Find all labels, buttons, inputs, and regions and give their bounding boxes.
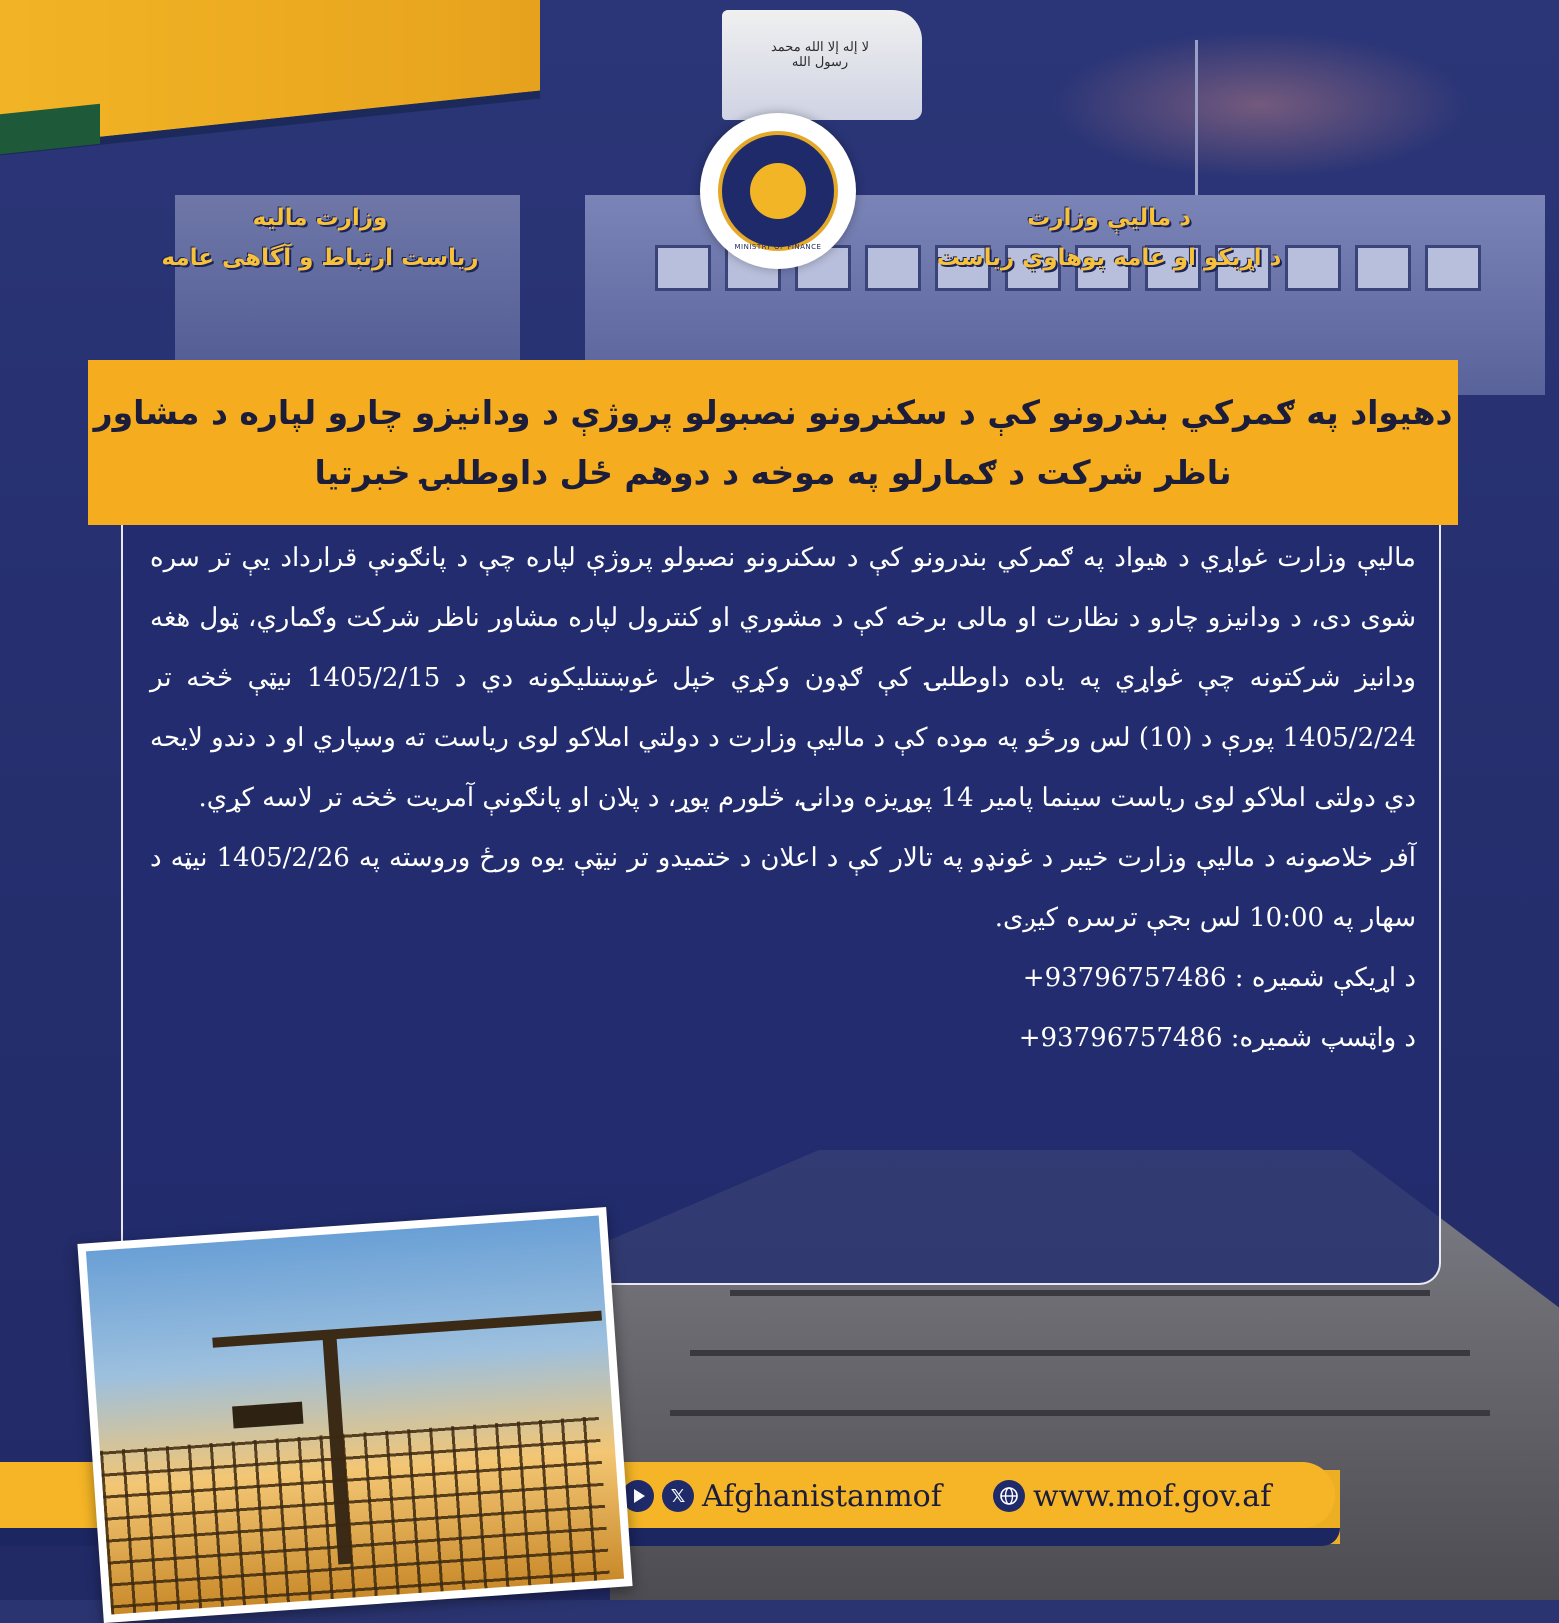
building-stripe [690,1350,1470,1356]
crane-counterweight [232,1402,303,1429]
scaffolding [100,1416,611,1614]
flag-inscription: لا إله إلا الله محمد رسول الله [770,40,870,70]
header-ministry-name-dari: وزارت ماليه [252,205,388,231]
seal-label: MINISTRY OF FINANCE [734,243,822,251]
building-window [1355,245,1411,291]
construction-photo-card [77,1207,632,1623]
building-stripe [730,1290,1430,1296]
phone-line [150,948,1416,1008]
building-window [655,245,711,291]
x-icon[interactable]: 𝕏 [662,1480,694,1512]
body-paragraph-1: ماليې وزارت غواړي د هيواد په ګمرکي بندرونو کې د سکنرونو نصبولو پروژې لپاره چې د پانګونې قرارداد يې تر سره شوی دی، د ودانیزو چارو د نظارت او مالی برخه کې د مشوري او کنترول لپاره مشاور ناظر شرکت وګماري، ټول هغه ودانيز شرکتونه چې غواړي په ياده داوطلبۍ کې ګډون وکړي خپل غوښتنلیکونه دي د 1405/2/15 نیټې څخه تر 1405/2/24 پورې د (10) لس ورځو په موده کې د ماليې وزارت د دولتي املاکو لوی رياست ته وسپاري او د دندو لایحه دي دولتی املاکو لوی ریاست سینما پامیر 14 پوړیزه ودانۍ، څلورم پوړ، د پلان او پانګونې آمریت څخه تر لاسه کړي. [150,543,1416,813]
announcement-body [150,528,1416,1068]
header-ministry-name-pashto: د ماليې وزارت [1027,205,1191,231]
social-handle[interactable]: Afghanistanmof [702,1478,942,1514]
crane-jib [212,1311,602,1348]
body-paragraph-2: آفر خلاصونه د ماليې وزارت خيبر د غونډو په تالار کې د اعلان د ختمیدو تر نیټې يوه ورځ وروسته په 1405/2/26 نیټه د سهار په 10:00 لس بجې ترسره کیږی. [150,843,1416,933]
seal-emblem [750,163,806,219]
title-line-2: ناظر شرکت د ګمارلو په موخه د دوهم ځل داوطلبۍ خبرتیا [314,452,1232,492]
whatsapp-label: د واټسپ شمیره: [1230,1023,1416,1053]
globe-icon [993,1480,1025,1512]
whatsapp-number: +93796757486 [1018,1023,1223,1053]
header-directorate-dari: رياست ارتباط و آگاهی عامه [161,245,479,271]
website-link[interactable]: www.mof.gov.af [1033,1478,1272,1514]
building-window [1425,245,1481,291]
whatsapp-line [150,1008,1416,1068]
announcement-title-bar [88,360,1458,525]
phone-label: د اړيکې شميره : [1234,963,1416,993]
phone-number: +93796757486 [1022,963,1227,993]
construction-photo [86,1216,624,1615]
footer-social[interactable] [622,1476,942,1516]
seal-inner-ring [718,131,838,251]
footer-website[interactable] [993,1476,1271,1516]
header-directorate-pashto: د اړیکو او عامه پوهاوي رياست [936,245,1282,271]
building-stripe [670,1410,1490,1416]
sky-cloud [1050,30,1470,180]
ministry-seal-logo [700,113,856,269]
title-line-1: دهیواد په ګمرکي بندرونو کې د سکنرونو نصبولو پروژې د ودانیزو چارو لپاره د مشاور [93,392,1453,432]
header-dari [160,198,480,278]
header-pashto [899,198,1319,278]
